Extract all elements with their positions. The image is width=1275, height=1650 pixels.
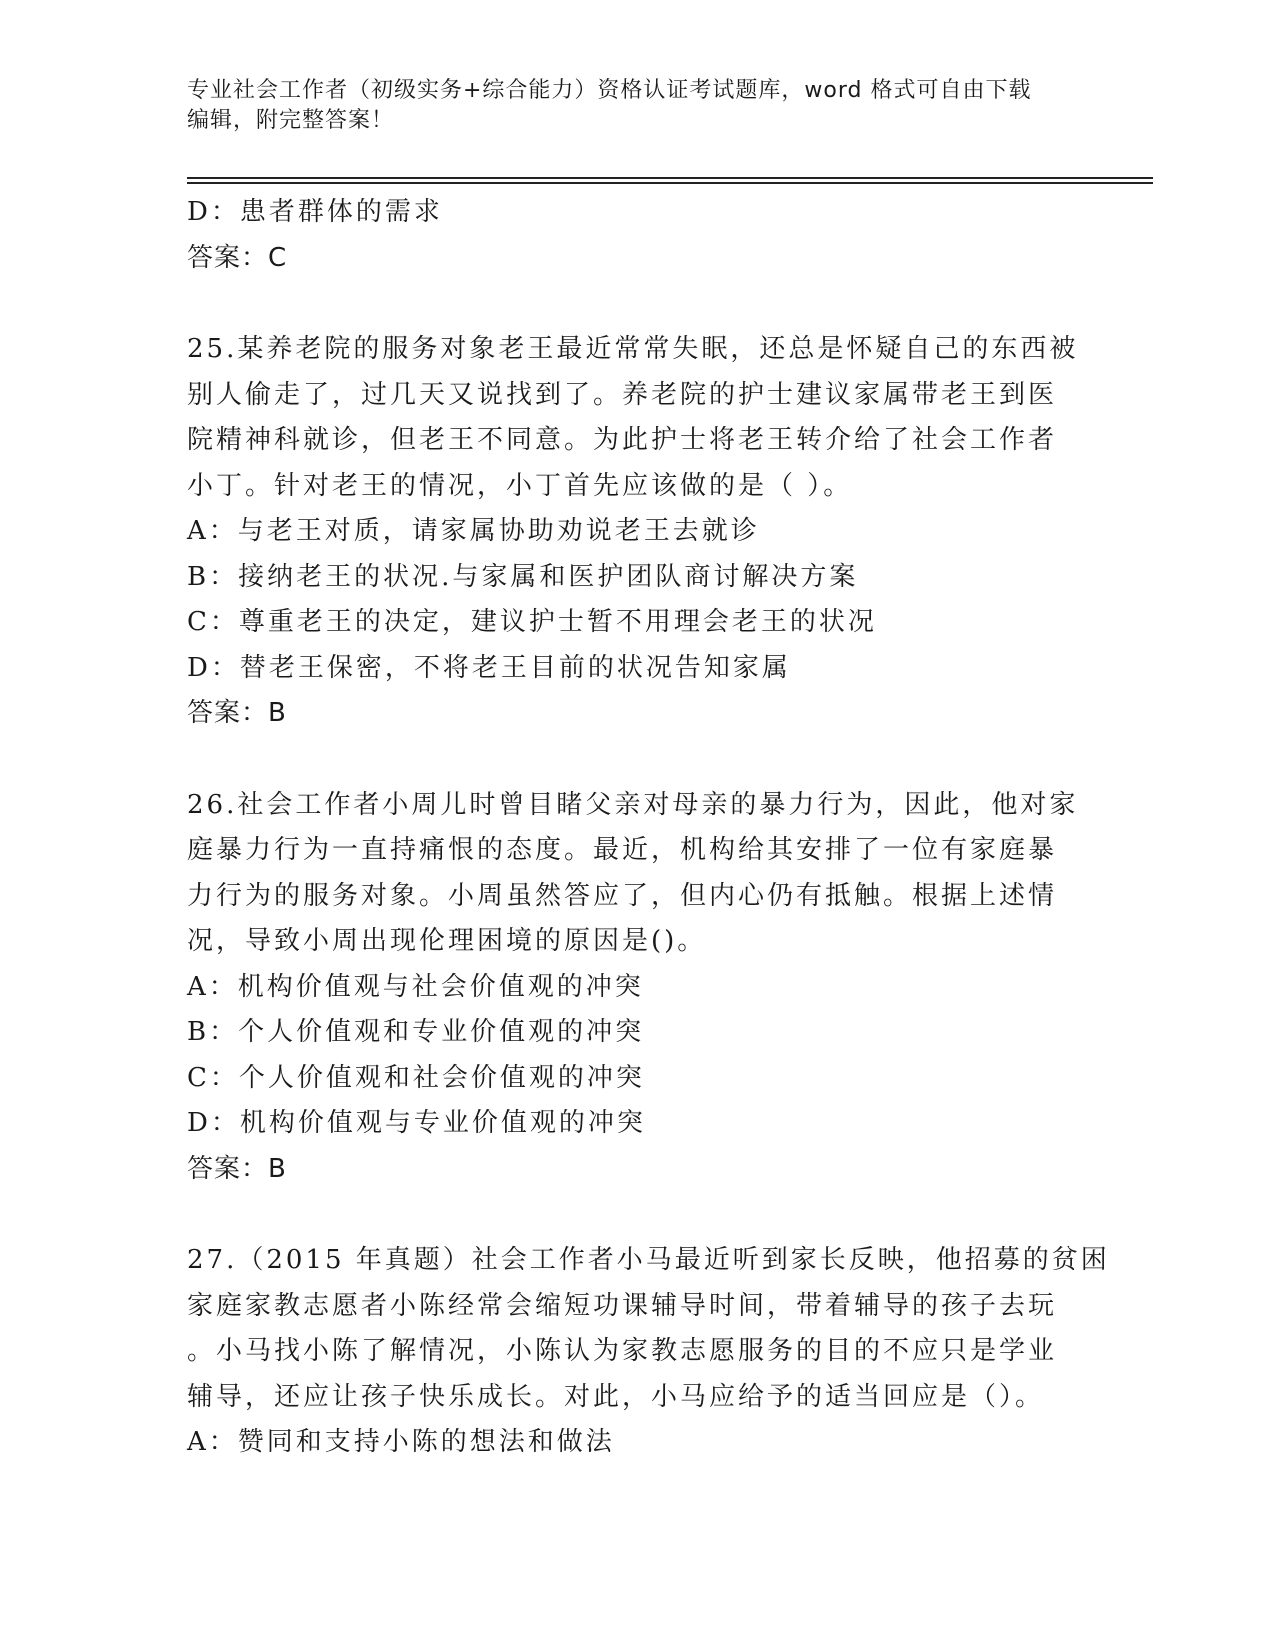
q26-stem-line-2: 庭暴力行为一直持痛恨的态度。最近，机构给其安排了一位有家庭暴 (187, 835, 1058, 865)
spacer (187, 737, 1153, 783)
q25-option-d: D：替老王保密，不将老王目前的状况告知家属 (187, 652, 791, 683)
q26-option-a: A：机构价值观与社会价值观的冲突 (187, 971, 644, 1002)
q26-stem-line-1: 26.社会工作者小周儿时曾目睹父亲对母亲的暴力行为，因此，他对家 (187, 789, 1079, 820)
header-title-line-2: 编辑，附完整答案！ (187, 108, 395, 133)
q25-stem-line-2: 别人偷走了，过几天又说找到了。养老院的护士建议家属带老王到医 (187, 379, 1058, 410)
q26-option-c: C：个人价值观和社会价值观的冲突 (187, 1062, 645, 1093)
q27-stem-line-3: 。小马找小陈了解情况，小陈认为家教志愿服务的目的不应只是学业 (187, 1336, 1058, 1366)
q26-option-b: B：个人价值观和专业价值观的冲突 (187, 1017, 645, 1047)
question-25 (187, 327, 1153, 737)
q25-stem-line-1: 25.某养老院的服务对象老王最近常常失眠，还总是怀疑自己的东西被 (187, 334, 1079, 364)
q27-option-a: A：赞同和支持小陈的想法和做法 (187, 1427, 615, 1457)
spacer (187, 281, 1153, 327)
q26-stem-line-4: 况，导致小周出现伦理困境的原因是()。 (187, 926, 707, 956)
q25-stem-line-4: 小丁。针对老王的情况，小丁首先应该做的是（ ）。 (187, 470, 853, 501)
q25-answer: 答案：B (187, 698, 287, 728)
q25-option-b: B：接纳老王的状况.与家属和医护团队商讨解决方案 (187, 561, 859, 592)
prev-option-d: D：患者群体的需求 (187, 197, 443, 227)
page-header (187, 76, 1087, 136)
q25-option-a: A：与老王对质，请家属协助劝说老王去就诊 (187, 516, 760, 546)
q26-answer: 答案：B (187, 1153, 287, 1184)
q27-stem-line-4: 辅导，还应让孩子快乐成长。对此，小马应给予的适当回应是（）。 (187, 1381, 1045, 1412)
q25-stem-line-3: 院精神科就诊，但老王不同意。为此护士将老王转介给了社会工作者 (187, 425, 1058, 455)
prev-answer: 答案：C (187, 242, 288, 273)
question-27 (187, 1238, 1153, 1466)
q25-option-c: C：尊重老王的决定，建议护士暂不用理会老王的状况 (187, 607, 877, 637)
spacer (187, 1192, 1153, 1238)
q26-option-d: D：机构价值观与专业价值观的冲突 (187, 1108, 646, 1138)
header-divider-bottom (187, 182, 1153, 184)
q27-stem-line-2: 家庭家教志愿者小陈经常会缩短功课辅导时间，带着辅导的孩子去玩 (187, 1290, 1058, 1321)
q27-stem-line-1: 27.（2015 年真题）社会工作者小马最近听到家长反映，他招募的贫困 (187, 1245, 1110, 1275)
header-divider-top (187, 177, 1153, 179)
question-26 (187, 783, 1153, 1193)
question-content (187, 190, 1153, 1466)
header-title-line-1: 专业社会工作者（初级实务+综合能力）资格认证考试题库，word 格式可自由下载 (187, 78, 1032, 103)
q26-stem-line-3: 力行为的服务对象。小周虽然答应了，但内心仍有抵触。根据上述情 (187, 880, 1058, 911)
